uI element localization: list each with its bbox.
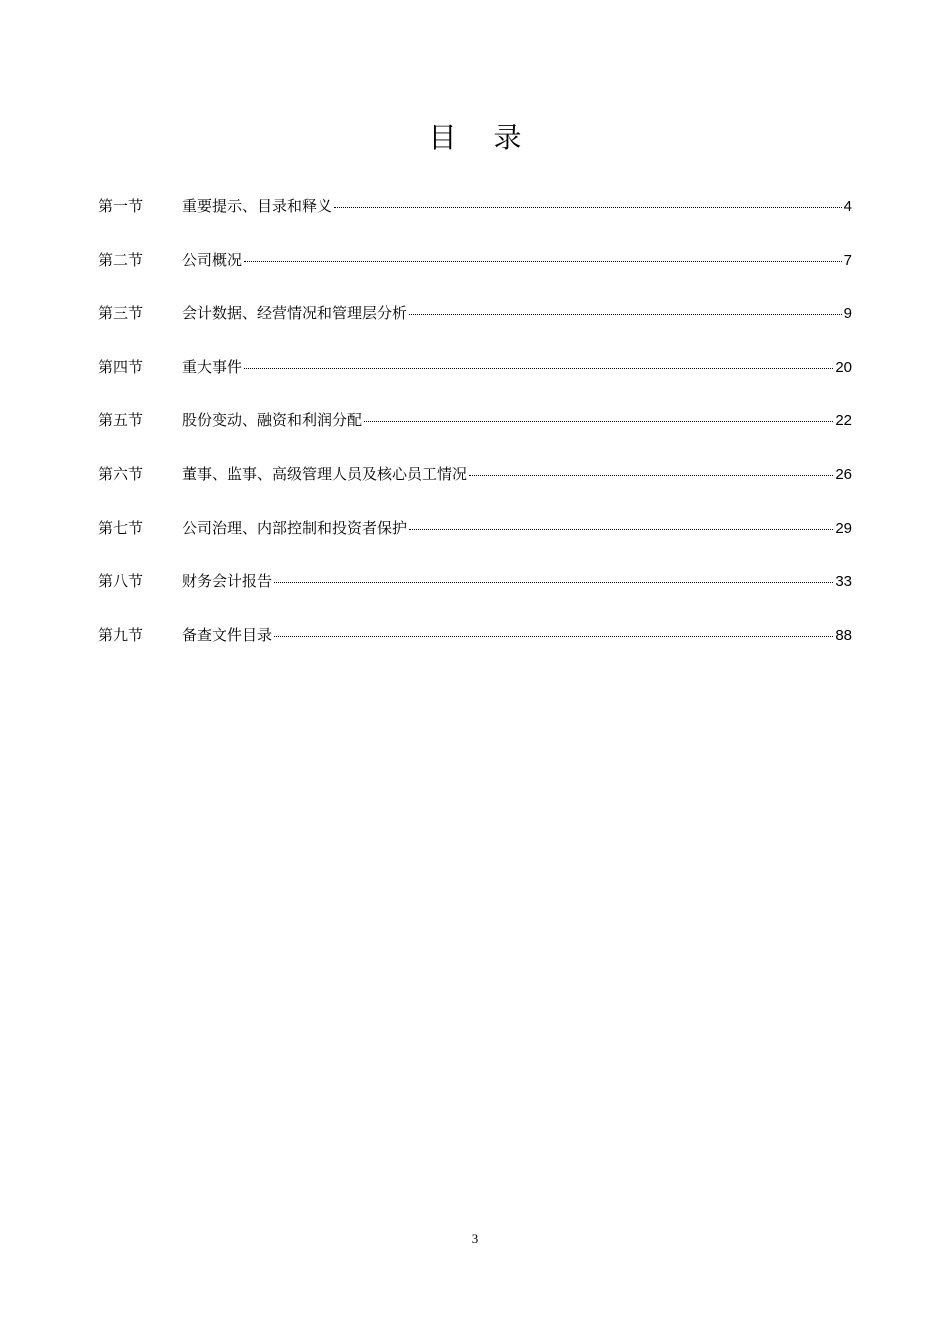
toc-entry[interactable] bbox=[98, 460, 852, 514]
toc-entry[interactable] bbox=[98, 246, 852, 300]
toc-title: 目 录 bbox=[428, 121, 536, 154]
toc-section-title: 股份变动、融资和利润分配 bbox=[182, 411, 363, 430]
toc-section-number: 第二节 bbox=[98, 250, 144, 269]
toc-entry[interactable] bbox=[98, 567, 852, 621]
toc-dot-leader bbox=[469, 475, 833, 476]
toc-dot-leader bbox=[274, 582, 833, 583]
toc-section-title: 重大事件 bbox=[182, 357, 243, 376]
toc-dot-leader bbox=[244, 261, 842, 262]
toc-dot-leader bbox=[409, 529, 833, 530]
toc-entry[interactable] bbox=[98, 353, 852, 407]
toc-section-number: 第七节 bbox=[98, 518, 144, 537]
table-of-contents bbox=[98, 192, 852, 674]
toc-section-number: 第三节 bbox=[98, 304, 144, 323]
toc-dot-leader bbox=[244, 368, 833, 369]
toc-entry[interactable] bbox=[98, 514, 852, 568]
toc-section-number: 第六节 bbox=[98, 464, 144, 483]
toc-entry[interactable] bbox=[98, 192, 852, 246]
toc-dot-leader bbox=[364, 421, 833, 422]
page-number: 3 bbox=[471, 1231, 479, 1246]
toc-section-number: 第一节 bbox=[98, 197, 144, 215]
toc-section-number: 第四节 bbox=[98, 357, 144, 376]
toc-section-title: 财务会计报告 bbox=[182, 572, 273, 591]
toc-page-number: 20 bbox=[835, 358, 852, 376]
toc-page-number: 29 bbox=[835, 519, 852, 537]
toc-section-number: 第九节 bbox=[98, 625, 144, 644]
toc-section-title: 备查文件目录 bbox=[182, 625, 273, 644]
toc-section-title: 公司概况 bbox=[182, 250, 243, 269]
toc-page-number: 22 bbox=[835, 412, 852, 430]
toc-section-title: 公司治理、内部控制和投资者保护 bbox=[182, 518, 408, 537]
toc-page-number: 88 bbox=[835, 626, 852, 644]
toc-dot-leader bbox=[334, 207, 842, 208]
toc-entry[interactable] bbox=[98, 406, 852, 460]
toc-page-number: 9 bbox=[843, 305, 852, 323]
toc-entry[interactable] bbox=[98, 299, 852, 353]
toc-section-title: 董事、监事、高级管理人员及核心员工情况 bbox=[182, 464, 468, 483]
toc-section-title: 会计数据、经营情况和管理层分析 bbox=[182, 304, 408, 323]
toc-page-number: 7 bbox=[843, 251, 852, 269]
toc-page-number: 4 bbox=[843, 198, 852, 215]
toc-dot-leader bbox=[274, 636, 833, 637]
toc-section-title: 重要提示、目录和释义 bbox=[182, 197, 333, 215]
toc-dot-leader bbox=[409, 314, 842, 315]
toc-entry[interactable] bbox=[98, 621, 852, 675]
toc-section-number: 第五节 bbox=[98, 411, 144, 430]
toc-page-number: 26 bbox=[835, 465, 852, 483]
toc-section-number: 第八节 bbox=[98, 572, 144, 591]
toc-page-number: 33 bbox=[835, 573, 852, 591]
